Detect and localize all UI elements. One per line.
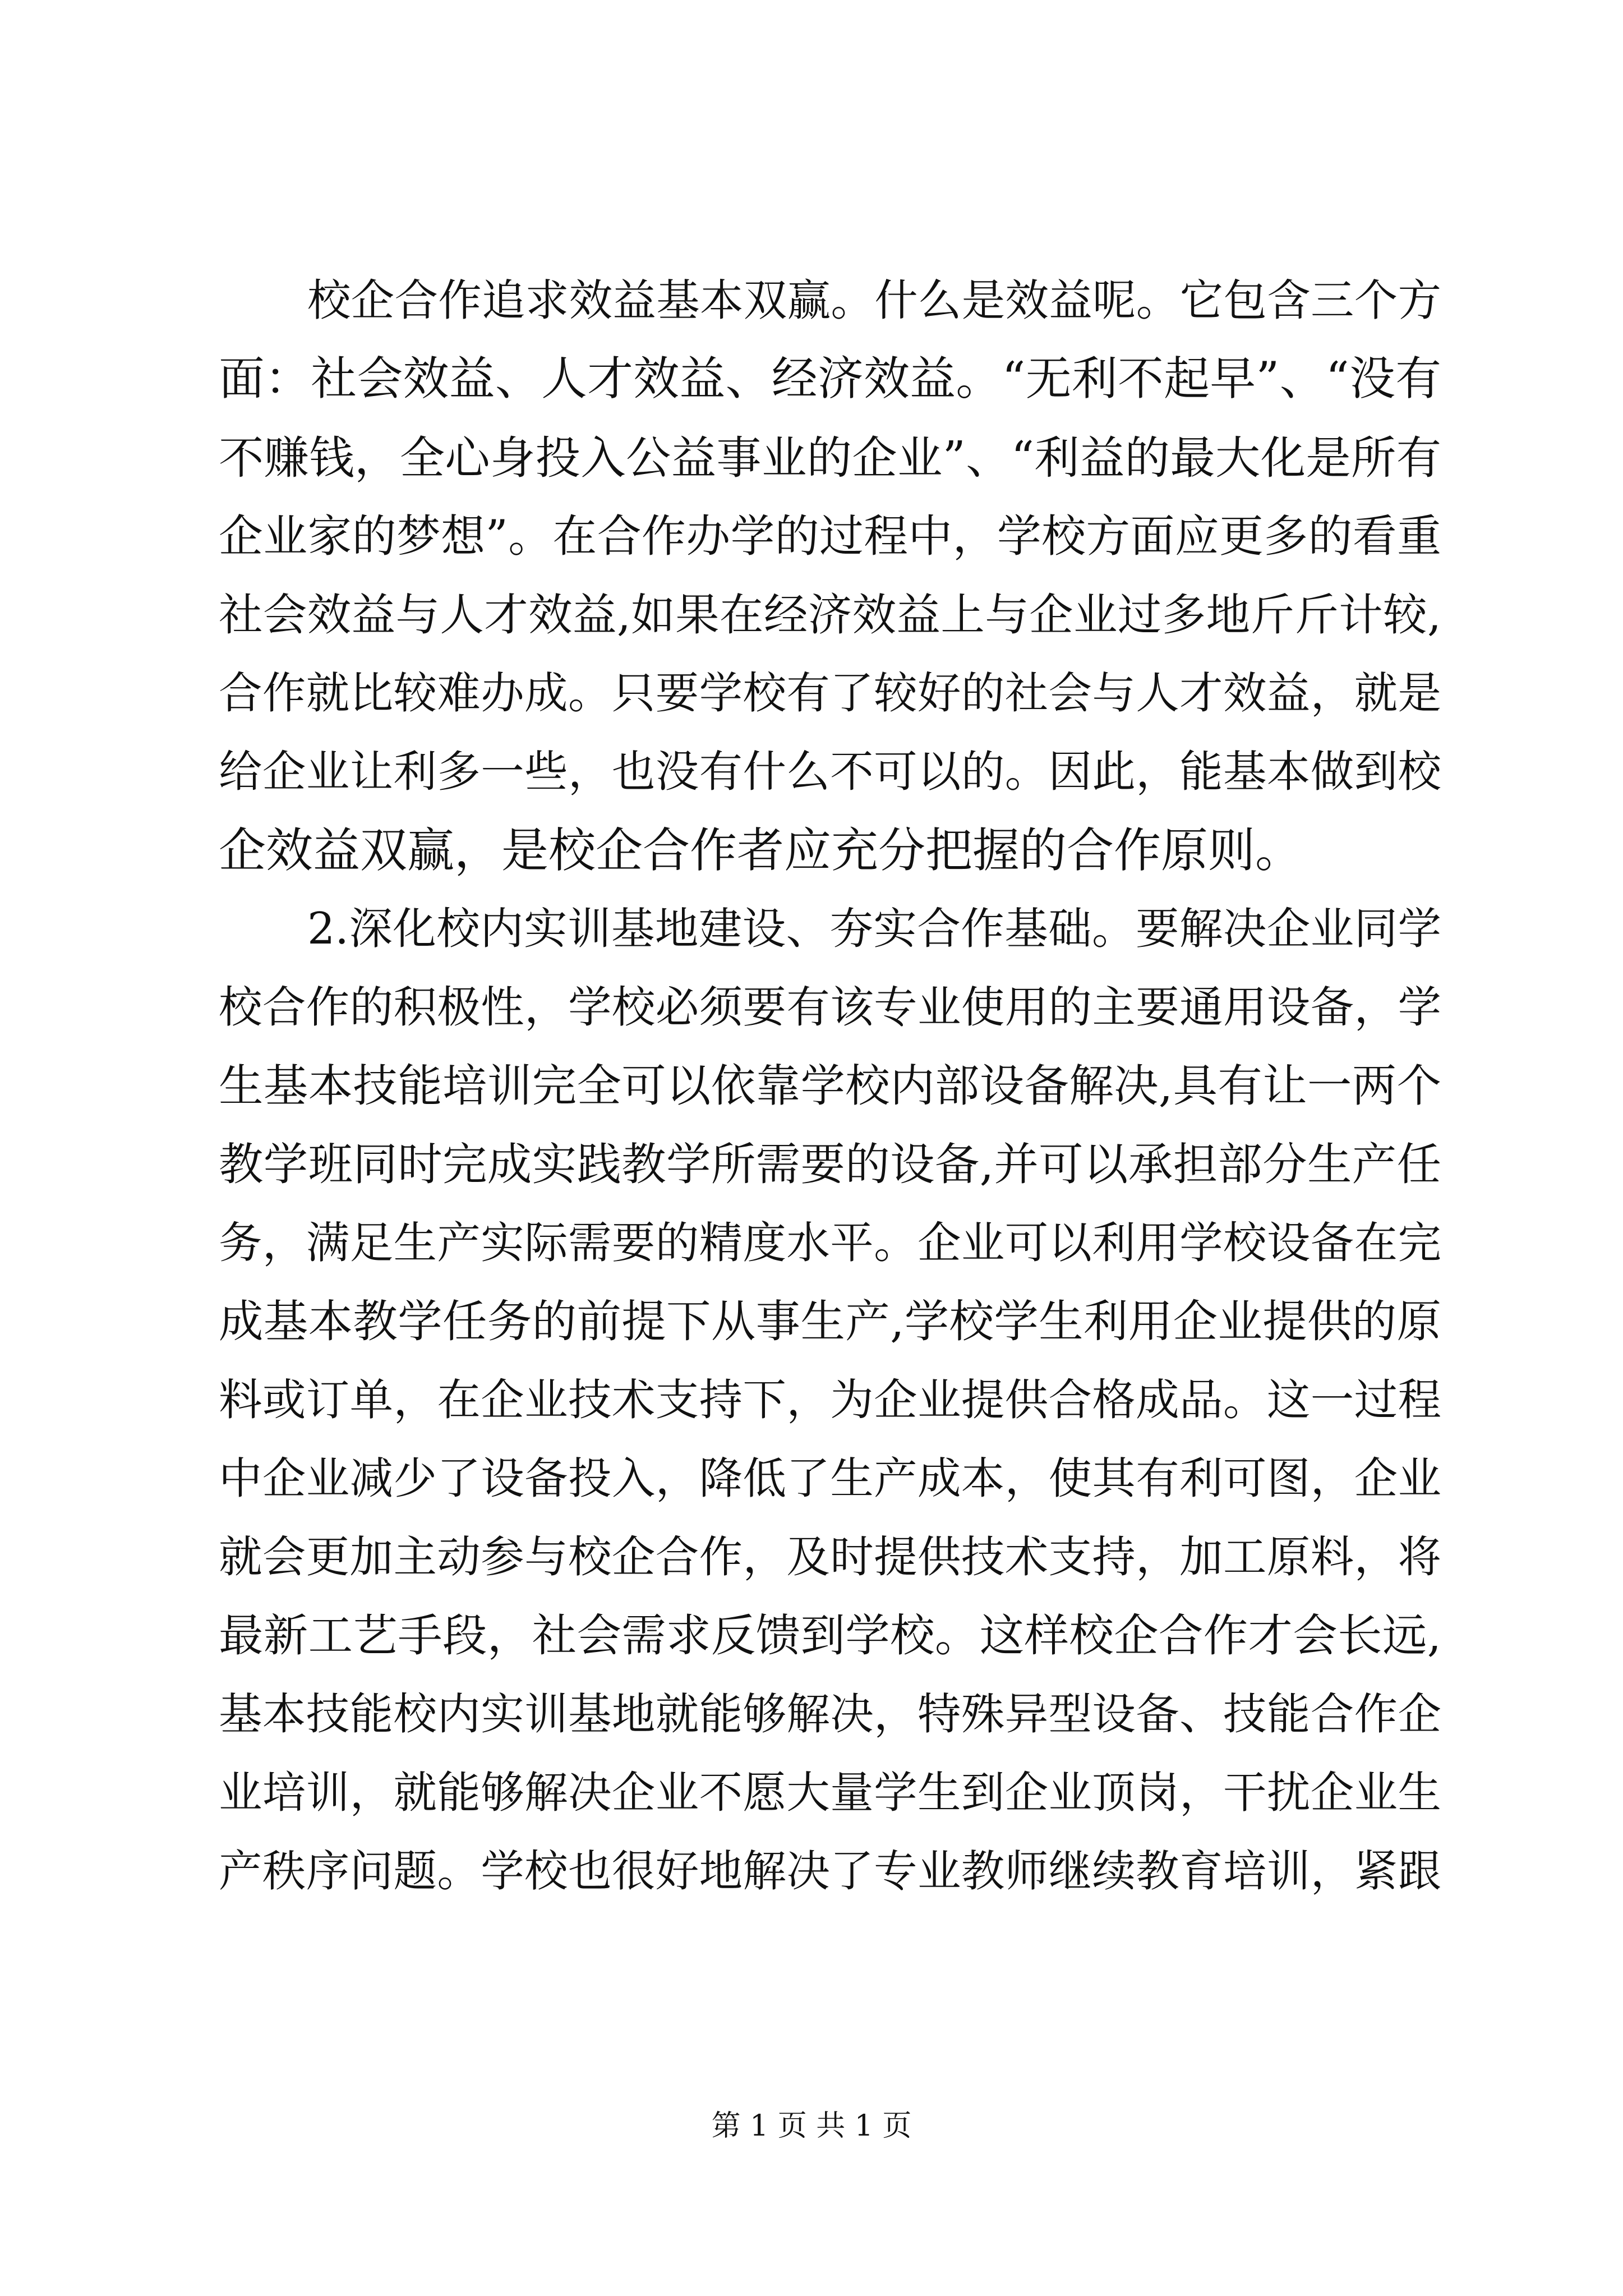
- page-footer: 第 1 页 共 1 页: [711, 2109, 912, 2143]
- text-line: 基本技能校内实训基地就能够解决，特殊异型设备、技能合作企: [219, 1689, 1441, 1740]
- text-line: 中企业减少了设备投入，降低了生产成本，使其有利可图，企业: [219, 1453, 1441, 1504]
- text-line: 校企合作追求效益基本双赢。什么是效益呢。它包含三个方: [307, 275, 1441, 326]
- text-line: 成基本教学任务的前提下从事生产,学校学生利用企业提供的原: [219, 1295, 1441, 1347]
- text-line: 企业家的梦想”。在合作办学的过程中，学校方面应更多的看重: [219, 510, 1441, 562]
- text-line: 产秩序问题。学校也很好地解决了专业教师继续教育培训，紧跟: [219, 1846, 1441, 1897]
- text-line: 面：社会效益、人才效益、经济效益。“无利不起早”、“没有: [219, 352, 1441, 406]
- text-line: 生基本技能培训完全可以依靠学校内部设备解决,具有让一两个: [219, 1060, 1441, 1112]
- text-line: 2.深化校内实训基地建设、夯实合作基础。要解决企业同学: [307, 904, 1441, 954]
- text-line: 校合作的积极性，学校必须要有该专业使用的主要通用设备，学: [219, 982, 1441, 1033]
- text-line: 给企业让利多一些，也没有什么不可以的。因此，能基本做到校: [219, 747, 1441, 797]
- text-line: 社会效益与人才效益,如果在经济效益上与企业过多地斤斤计较,: [219, 589, 1441, 641]
- text-line: 合作就比较难办成。只要学校有了较好的社会与人才效益，就是: [219, 668, 1441, 719]
- text-line: 业培训，就能够解决企业不愿大量学生到企业顶岗，干扰企业生: [219, 1768, 1441, 1818]
- text-line: 务，满足生产实际需要的精度水平。企业可以利用学校设备在完: [219, 1218, 1441, 1268]
- text-line: 最新工艺手段，社会需求反馈到学校。这样校企合作才会长远,: [219, 1609, 1441, 1662]
- text-line: 不赚钱，全心身投入公益事业的企业”、“利益的最大化是所有: [219, 431, 1441, 484]
- text-line: 就会更加主动参与校企合作，及时提供技术支持，加工原料，将: [219, 1532, 1441, 1582]
- text-line: 教学班同时完成实践教学所需要的设备,并可以承担部分生产任: [219, 1138, 1441, 1190]
- text-line: 企效益双赢，是校企合作者应充分把握的合作原则。: [219, 823, 1303, 878]
- text-line: 料或订单，在企业技术支持下，为企业提供合格成品。这一过程: [219, 1375, 1441, 1425]
